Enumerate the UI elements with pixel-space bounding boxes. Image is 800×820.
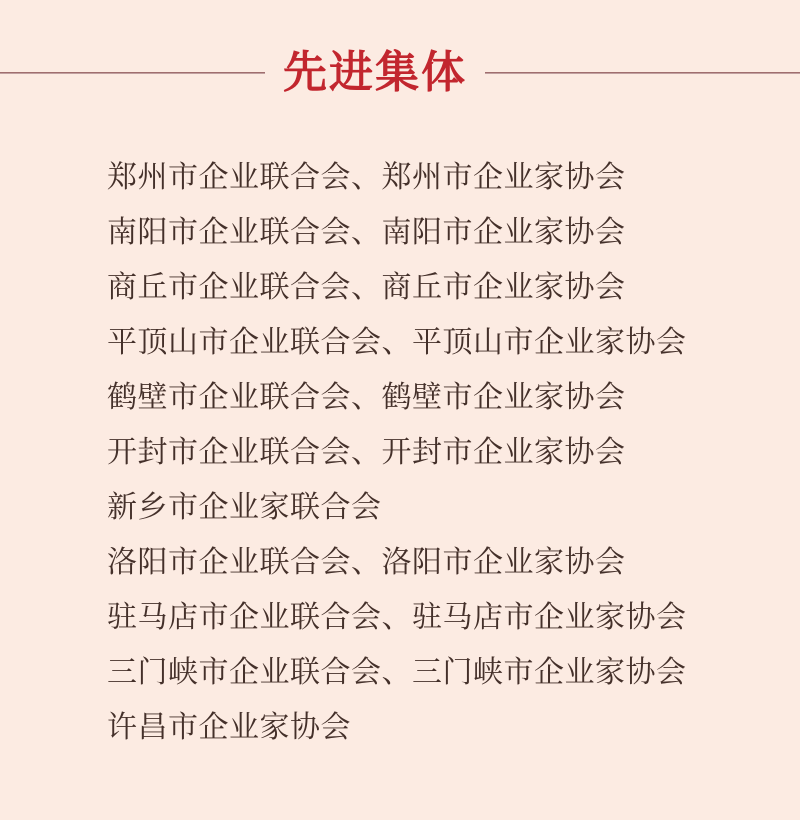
divider-line-left (0, 72, 265, 74)
list-item: 开封市企业联合会、开封市企业家协会 (107, 435, 626, 469)
list-item: 鹤壁市企业联合会、鹤壁市企业家协会 (107, 380, 626, 414)
list-item: 平顶山市企业联合会、平顶山市企业家协会 (107, 325, 687, 359)
list-item: 南阳市企业联合会、南阳市企业家协会 (107, 215, 626, 249)
list-item: 许昌市企业家协会 (107, 710, 351, 744)
section-header (0, 0, 800, 146)
award-list (0, 146, 800, 751)
list-item: 商丘市企业联合会、商丘市企业家协会 (107, 270, 626, 304)
divider-right-line (485, 72, 800, 74)
list-item: 新乡市企业家联合会 (107, 490, 382, 524)
list-item: 洛阳市企业联合会、洛阳市企业家协会 (107, 545, 626, 579)
page-title: 先进集体 (283, 48, 467, 97)
list-item: 郑州市企业联合会、郑州市企业家协会 (107, 160, 626, 194)
list-item: 三门峡市企业联合会、三门峡市企业家协会 (107, 655, 687, 689)
list-item: 驻马店市企业联合会、驻马店市企业家协会 (107, 600, 687, 634)
